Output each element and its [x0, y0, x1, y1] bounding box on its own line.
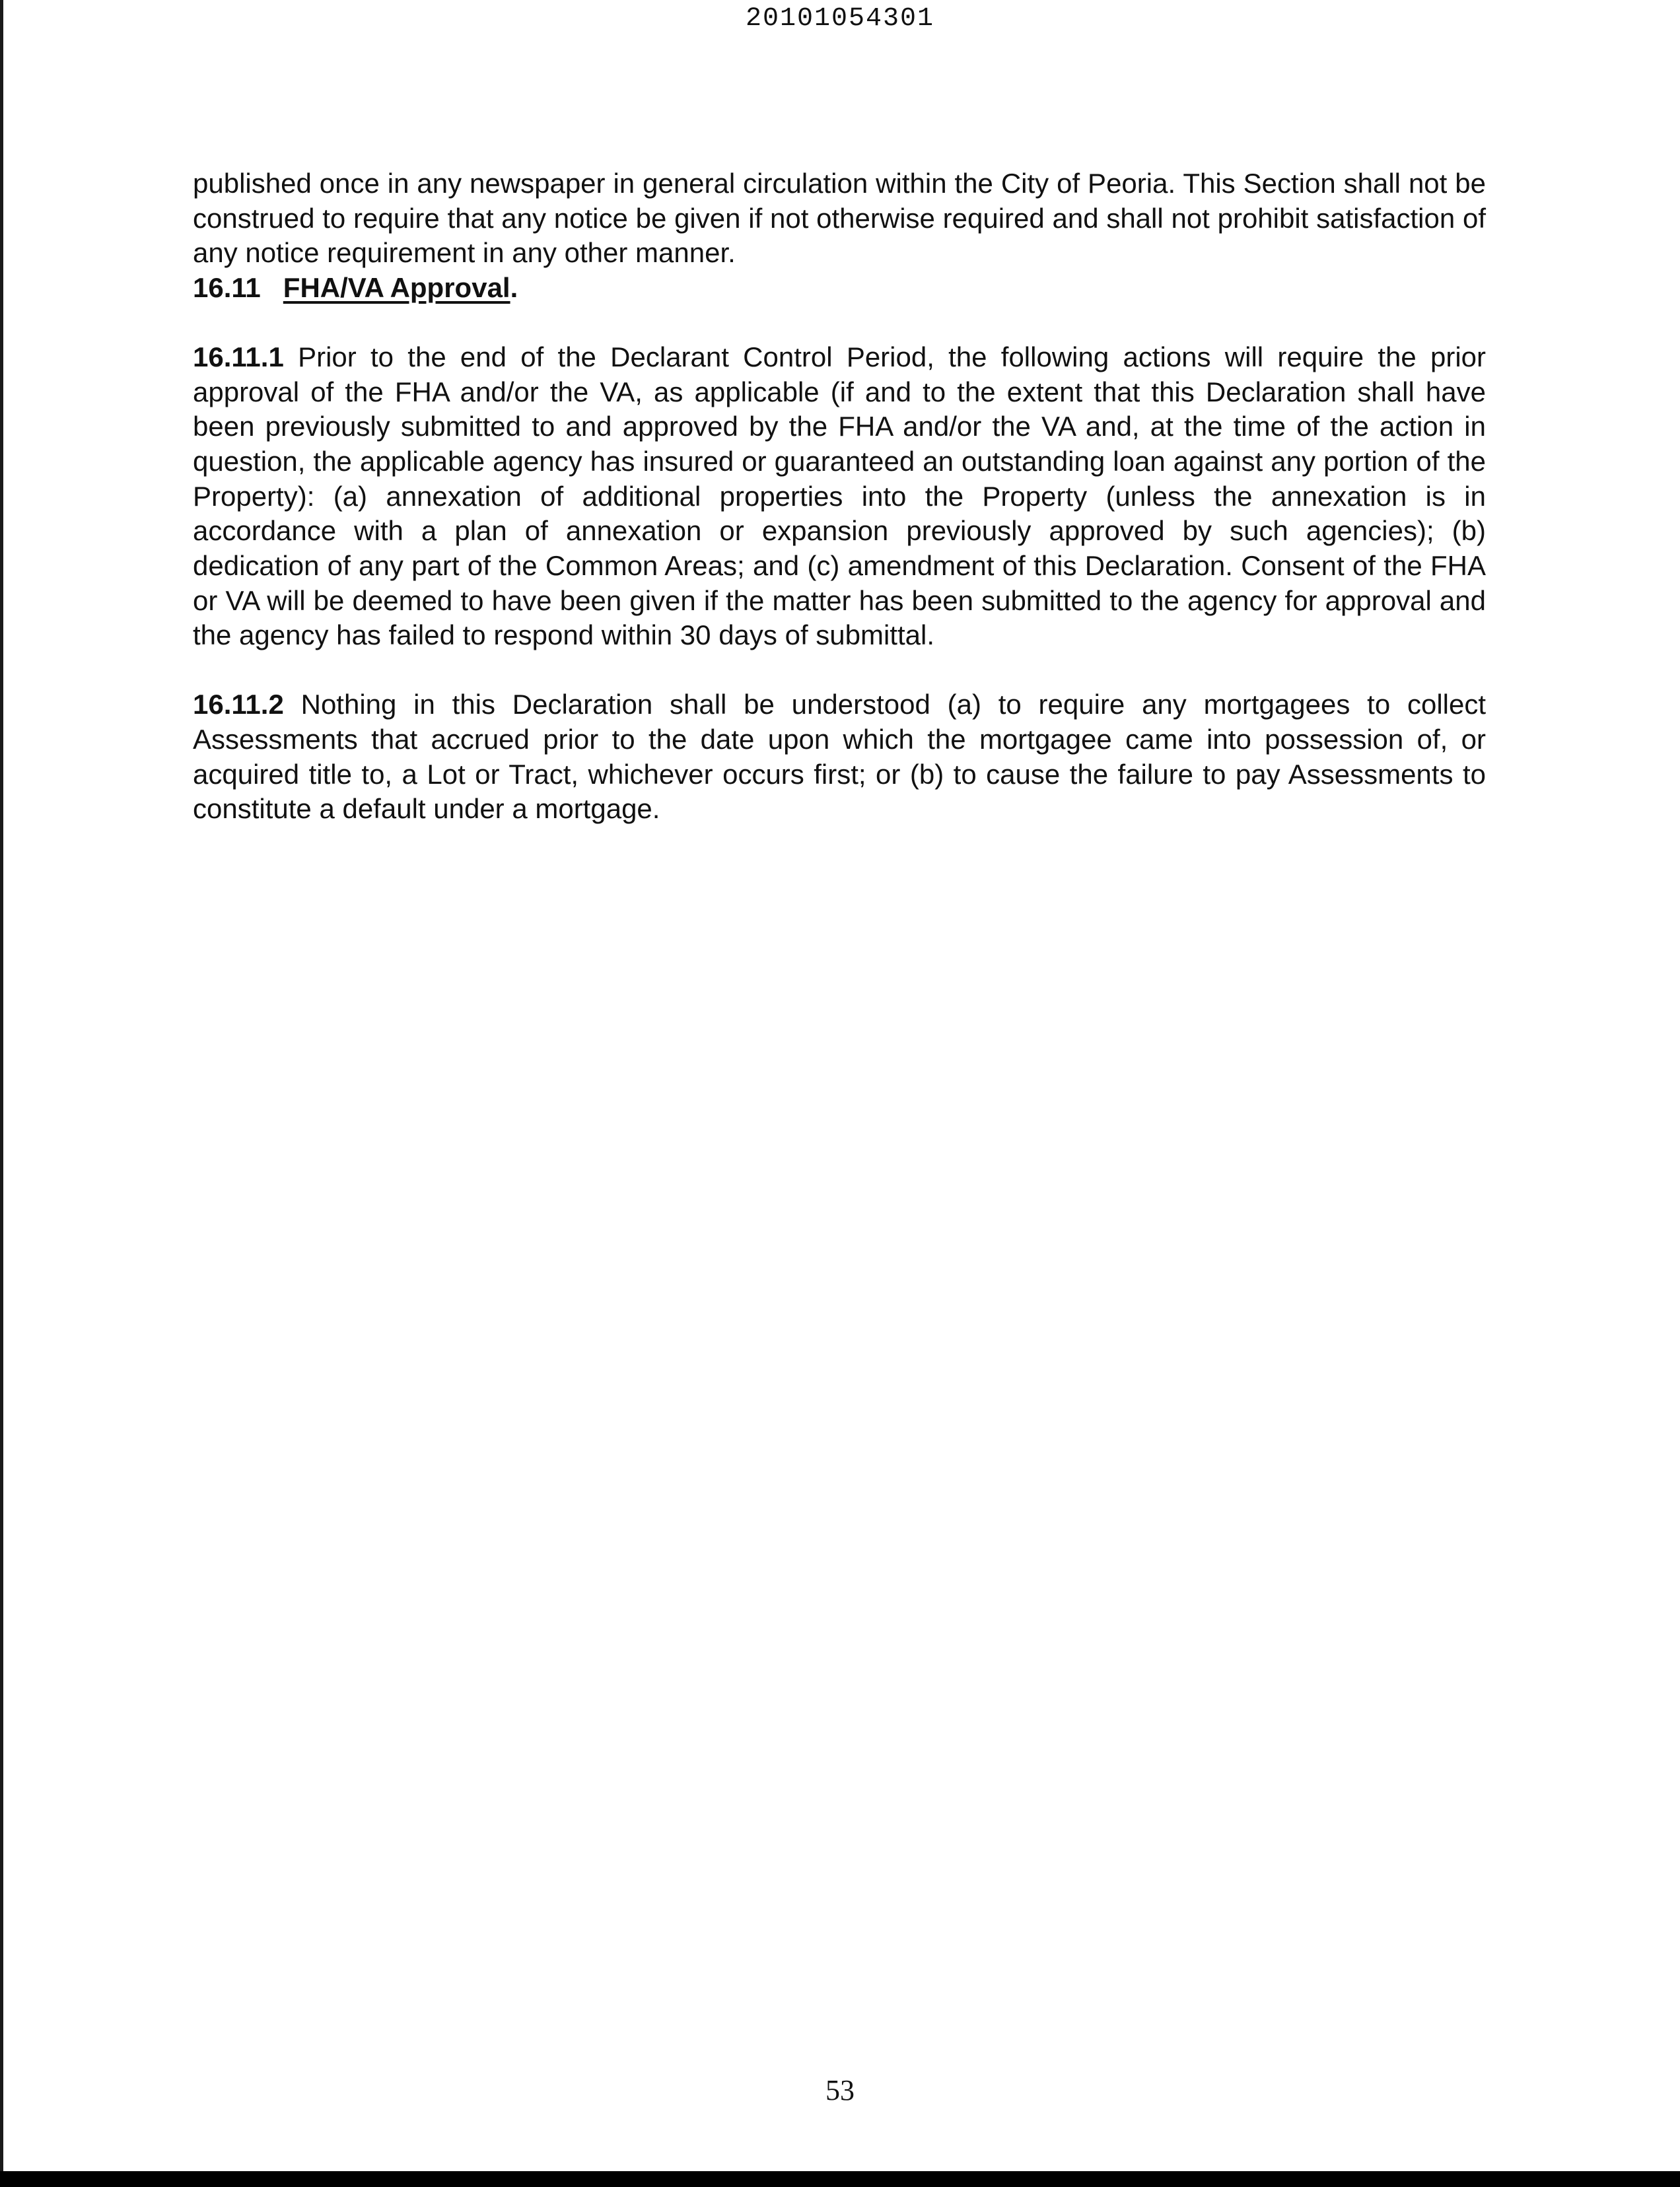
subsection-text: Prior to the end of the Declarant Control Period, the following actions will require the prior approval of the FHA and/or the VA, as applicable (if and to the extent that this Declaration shall have been previously submitted to and approved by the FHA and/or the VA and, at the time of the action in question, the applicable agency has insured or guaranteed an outstanding loan against any portion of the Property): (a) annexation of additional properties into the Property (unless the annexation is in accordance with a plan of annexation or expansion previously approved by such agencies); (b) dedication of any part of the Common Areas; and (c) amendment of this Declaration. Consent of the FHA or VA will be deemed to have been given if the matter has been submitted to the agency for approval and the agency has failed to respond within 30 days of submittal.	[193, 341, 1487, 651]
scan-left-edge	[0, 0, 3, 2171]
section-heading	[193, 271, 1486, 306]
subsection-16-11-1	[193, 340, 1486, 653]
intro-paragraph: published once in any newspaper in general circulation within the City of Peoria. This Section shall not be construed to require that any notice be given if not otherwise required and shall not prohibit satisfaction of any notice requirement in any other manner.	[193, 168, 1486, 269]
subsection-number: 16.11.1	[193, 341, 284, 372]
subsection-number: 16.11.2	[193, 689, 284, 720]
section-title: FHA/VA Approval	[283, 272, 510, 304]
subsection-16-11-2	[193, 687, 1486, 827]
recording-number: 20101054301	[745, 4, 935, 34]
scan-bottom-edge	[0, 2171, 1680, 2187]
section-title-punctuation: .	[510, 272, 518, 304]
section-number: 16.11	[193, 272, 261, 304]
page-number: 53	[825, 2074, 855, 2106]
subsection-text: Nothing in this Declaration shall be understood (a) to require any mortgagees to collect Assessments that accrued prior to the date upon which the mortgagee came into possession of, or acquired title to, a Lot or Tract, whichever occurs first; or (b) to cause the failure to pay Assessments to constitute a default under a mortgage.	[193, 689, 1487, 825]
page-content	[193, 166, 1486, 827]
